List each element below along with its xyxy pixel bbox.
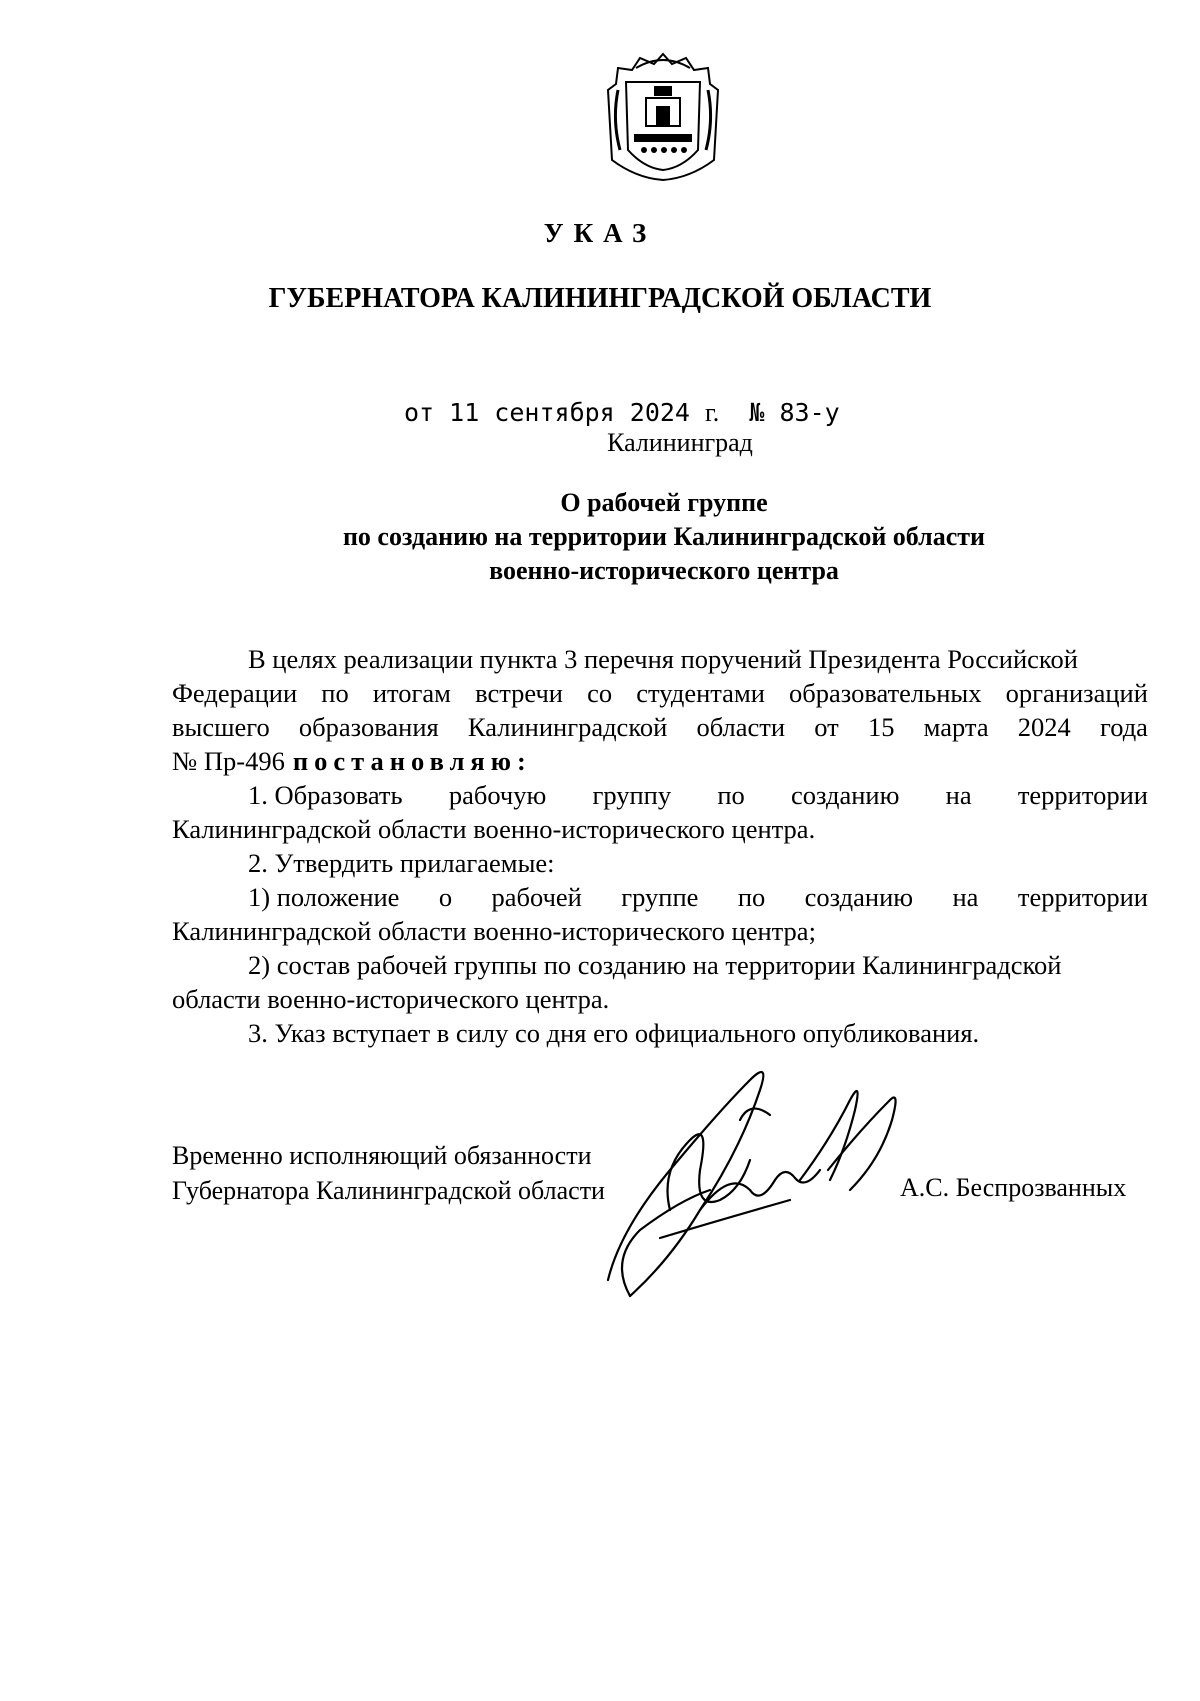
body-line bbox=[172, 982, 1148, 1016]
document-city: Калининград bbox=[607, 428, 753, 457]
body-line bbox=[172, 778, 1148, 812]
body-line bbox=[172, 914, 1148, 948]
body-line bbox=[172, 880, 1148, 914]
document-type: УКАЗ bbox=[543, 218, 657, 248]
document-number: № 83-у bbox=[749, 398, 840, 427]
body-text: области военно-исторического центра. bbox=[172, 984, 610, 1014]
body-word: по bbox=[717, 780, 745, 810]
body-word: на bbox=[952, 882, 979, 912]
year-suffix: г. bbox=[705, 398, 720, 427]
body-line bbox=[172, 744, 1148, 778]
position-line: Губернатора Калининградской области bbox=[172, 1176, 605, 1205]
body-word: созданию bbox=[804, 882, 914, 912]
body-word: рабочей bbox=[491, 882, 582, 912]
body-word: области bbox=[696, 712, 786, 742]
document-body bbox=[172, 642, 1148, 1050]
body-word: рабочую bbox=[448, 780, 547, 810]
body-word: 1. Образовать bbox=[248, 780, 403, 810]
body-word: территории bbox=[1017, 882, 1148, 912]
body-word: В целях реализации пункта 3 перечня поручений Президента Российской bbox=[248, 644, 1078, 674]
body-word: созданию bbox=[791, 780, 900, 810]
signatory-position bbox=[172, 1138, 605, 1208]
document-issuer: ГУБЕРНАТОРА КАЛИНИНГРАДСКОЙ ОБЛАСТИ bbox=[268, 283, 932, 314]
body-word: Калининградской bbox=[467, 712, 668, 742]
body-word: высшего bbox=[172, 712, 270, 742]
body-line bbox=[172, 676, 1148, 710]
body-word: со bbox=[587, 678, 613, 708]
subject-line: военно-исторического центра bbox=[489, 556, 839, 585]
body-word: образовательных bbox=[789, 678, 982, 708]
date-number-line bbox=[404, 398, 840, 428]
body-line bbox=[172, 1016, 1148, 1050]
body-text: Калининградской области военно-исторического центра; bbox=[172, 916, 816, 946]
signatory-name: А.С. Беспрозванных bbox=[900, 1173, 1127, 1202]
subject-line: О рабочей группе bbox=[560, 488, 768, 517]
body-word: Федерации bbox=[172, 678, 298, 708]
body-word: образования bbox=[298, 712, 439, 742]
subject-line: по созданию на территории Калининградской области bbox=[342, 522, 986, 551]
body-word: по bbox=[737, 882, 766, 912]
body-word: 1) положение bbox=[248, 882, 400, 912]
body-text: Калининградской области военно-исторического центра. bbox=[172, 814, 816, 844]
body-text: 3. Указ вступает в силу со дня его официального опубликования. bbox=[248, 1018, 980, 1048]
body-line bbox=[172, 812, 1148, 846]
position-line: Временно исполняющий обязанности bbox=[172, 1141, 592, 1170]
body-word: организаций bbox=[1005, 678, 1148, 708]
document-subject bbox=[0, 486, 1200, 588]
body-line bbox=[172, 846, 1148, 880]
body-word: на bbox=[945, 780, 972, 810]
decree-reference: № Пр-496 bbox=[172, 746, 285, 776]
body-word: студентами bbox=[636, 678, 765, 708]
body-word: по bbox=[321, 678, 349, 708]
body-word: 15 bbox=[867, 712, 895, 742]
body-word: группе bbox=[621, 882, 699, 912]
body-line bbox=[172, 948, 1148, 982]
body-word: года bbox=[1100, 712, 1148, 742]
body-word: о bbox=[438, 882, 453, 912]
body-line bbox=[172, 642, 1148, 676]
decree-word: постановляю: bbox=[292, 746, 532, 776]
body-word: группу bbox=[592, 780, 672, 810]
handwritten-signature bbox=[600, 1060, 960, 1300]
document-date: от 11 сентября 2024 bbox=[404, 398, 690, 427]
body-word: от bbox=[814, 712, 839, 742]
body-word: итогам bbox=[372, 678, 451, 708]
coat-of-arms-emblem bbox=[606, 50, 720, 182]
body-word: марта bbox=[923, 712, 989, 742]
body-text: 2. Утвердить прилагаемые: bbox=[248, 848, 555, 878]
body-word: встречи bbox=[475, 678, 563, 708]
body-word: 2) состав рабочей группы по созданию на территории Калининградской bbox=[248, 950, 1062, 980]
body-line bbox=[172, 710, 1148, 744]
body-word: 2024 bbox=[1017, 712, 1071, 742]
body-word: территории bbox=[1017, 780, 1148, 810]
